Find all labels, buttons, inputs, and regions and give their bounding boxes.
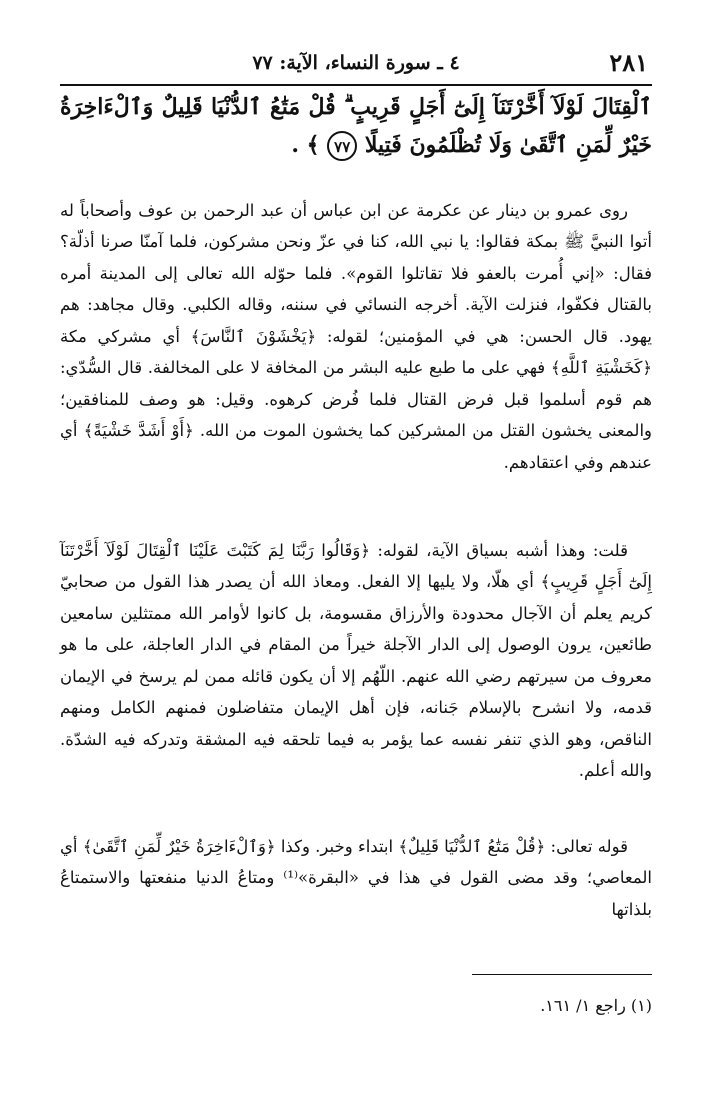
commentary-paragraph-2: قلت: وهذا أشبه بسياق الآية، لقوله: ﴿وَقَالُوا رَبَّنَا لِمَ كَتَبْتَ عَلَيْنَا ٱلْقِتَالَ لَوْلَآ أَخَّرْتَنَآ إِلَىٰٓ أَجَلٍ قَرِيبٍ﴾ أي هلّا، ولا يليها إلا الفعل. ومعاذ الله أن يصدر هذا القول من صحابيّ كريم يعلم أن الآجال محدودة والأرزاق مقسومة، بل كانوا لأوامر الله ممتثلين سامعين طائعين، يرون الوصول إلى الدار الآجلة خيراً من المقام في الدار العاجلة، على ما هو معروف من سيرتهم رضي الله عنهم. اللّهُم إلا أن يكون قائله ممن لم يرسخ في الإيمان قدمه، ولا انشرح بالإسلام جَنانه، فإن أهل الإيمان متفاضلون فمنهم الكامل ومنهم الناقص، وهو الذي تنفر نفسه عما يؤمر به فيما تلحقه فيه المشقة وتدركه فيه الشدّة. والله أعلم. bbox=[60, 540, 652, 780]
running-head: ٤ ـ سورة النساء، الآية: ٧٧ bbox=[252, 52, 460, 74]
verse-number-marker: ٧٧ bbox=[327, 131, 357, 161]
footnote: (١) راجع ١/ ١٦١. bbox=[540, 996, 652, 1015]
verse-text: ٱلْقِتَالَ لَوْلَآ أَخَّرْتَنَآ إِلَىٰٓ أَجَلٍ قَرِيبٍ ۗ قُلْ مَتَٰعُ ٱلدُّنْيَا قَلِيلٌ وَٱلْءَاخِرَةُ خَيْرٌ لِّمَنِ ٱتَّقَىٰ وَلَا تُظْلَمُونَ فَتِيلًا bbox=[60, 94, 652, 158]
commentary-paragraph-1: روى عمرو بن دينار عن عكرمة عن ابن عباس أن عبد الرحمن بن عوف وأصحاباً له أتوا النبيَّ ﷺ بمكة فقالوا: يا نبي الله، كنا في عزّ ونحن مشركون، فلما آمنّا صرنا أذلّة؟ فقال: «إني أُمرت بالعفو فلا تقاتلوا القوم». فلما حوّله الله تعالى إلى المدينة أمره بالقتال فكفّوا، فنزلت الآية. أخرجه النسائي في سننه، وقاله الكلبي. وقال مجاهد: هم يهود. قال الحسن: هي في المؤمنين؛ لقوله: ﴿يَخْشَوْنَ ٱلنَّاسَ﴾ أي مشركي مكة ﴿كَخَشْيَةِ ٱللَّهِ﴾ فهي على ما طبع عليه البشر من المخافة لا على المخالفة. قال السُّدّي: هم قوم أسلموا قبل فرض القتال فلما فُرض كرهوه. وقيل: هو وصف للمنافقين؛ والمعنى يخشون القتل من المشركين كما يخشون الموت من الله. ﴿أَوْ أَشَدَّ خَشْيَةً﴾ أي عندهم وفي اعتقادهم. bbox=[60, 200, 652, 472]
footnote-divider bbox=[472, 974, 652, 975]
page-number: ٢٨١ bbox=[609, 48, 648, 77]
verse-close: ﴾ . bbox=[291, 132, 320, 158]
quran-verse bbox=[60, 88, 652, 164]
page-header bbox=[60, 44, 652, 86]
commentary-paragraph-3: قوله تعالى: ﴿قُلْ مَتَٰعُ ٱلدُّنْيَا قَلِيلٌ﴾ ابتداء وخبر. وكذا ﴿وَٱلْءَاخِرَةُ خَيْرٌ لِّمَنِ ٱتَّقَىٰ﴾ أي المعاصي؛ وقد مضى القول في هذا في «البقرة»⁽¹⁾ ومتاعُ الدنيا منفعتها والاستمتاعُ بلذاتها bbox=[60, 836, 652, 919]
